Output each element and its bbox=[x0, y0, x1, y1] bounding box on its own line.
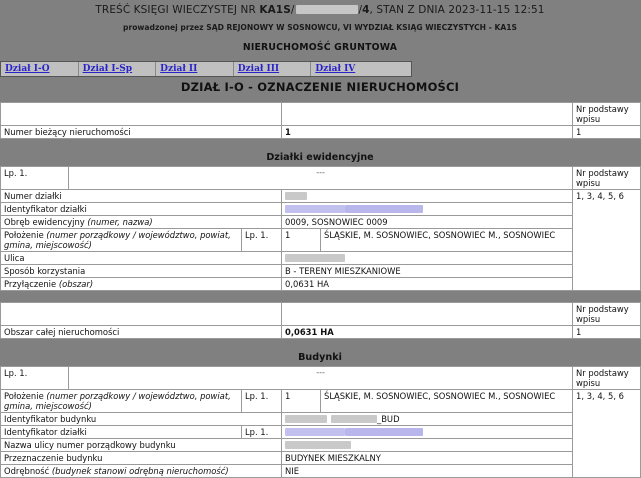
header-empty-left bbox=[1, 103, 282, 126]
tab-dzial-i-o[interactable] bbox=[1, 62, 79, 76]
spacer-band-3 bbox=[0, 291, 640, 302]
label-obreb-hint: (numer, nazwa) bbox=[87, 217, 153, 227]
tab-dzial-iii[interactable] bbox=[234, 62, 312, 76]
table-row bbox=[1, 413, 641, 426]
title-separator-1: / bbox=[290, 4, 295, 16]
value-odrebnosc: NIE bbox=[282, 465, 573, 478]
header-nr-podstawy-wpisu-budynki: Nr podstawy wpisu bbox=[573, 367, 641, 390]
label-obreb-ewidencyjny bbox=[1, 216, 282, 229]
value-obszar-calej-nieruchomosci: 0,0631 HA bbox=[282, 326, 573, 339]
label-przylaczenie-text: Przyłączenie bbox=[4, 279, 59, 289]
label-obszar-calej-nieruchomosci: Obszar całej nieruchomości bbox=[1, 326, 282, 339]
table-row bbox=[1, 229, 641, 252]
table-row-header bbox=[1, 367, 641, 390]
value-nr-podstawy: 1 bbox=[573, 126, 641, 139]
label-lp-dzialki: Lp. 1. bbox=[1, 167, 69, 190]
table-row bbox=[1, 126, 641, 139]
header-empty-mid-obszar bbox=[282, 303, 573, 326]
value-nazwa-ulicy-budynku bbox=[282, 439, 573, 452]
header-nr-podstawy-wpisu-dzialki: Nr podstawy wpisu bbox=[573, 167, 641, 190]
value-numer-dzialki bbox=[282, 190, 573, 203]
value-nr-podstawy-obszar: 1 bbox=[573, 326, 641, 339]
label-przylaczenie bbox=[1, 278, 282, 291]
section-heading: DZIAŁ I-O - OZNACZENIE NIERUCHOMOŚCI bbox=[180, 80, 460, 94]
spacer-band-1 bbox=[0, 95, 640, 102]
title-court-code: KA1S bbox=[259, 4, 291, 16]
tab-dzial-ii-link[interactable]: Dział II bbox=[160, 64, 198, 74]
value-przylaczenie: 0,0631 HA bbox=[282, 278, 573, 291]
table-row bbox=[1, 465, 641, 478]
header-empty-mid bbox=[282, 103, 573, 126]
label-nazwa-ulicy-budynku: Nazwa ulicy numer porządkowy budynku bbox=[1, 439, 282, 452]
label-lp-budynki: Lp. 1. bbox=[1, 367, 69, 390]
redaction-nazwa-ulicy-budynku bbox=[285, 441, 351, 449]
sub-lp-polozenie-dzialki: Lp. 1. bbox=[242, 229, 282, 252]
table-row-header bbox=[1, 303, 641, 326]
label-numer-biezacy: Numer bieżący nieruchomości bbox=[1, 126, 282, 139]
label-identyfikator-dzialki-budynki: Identyfikator działki bbox=[1, 426, 242, 439]
label-odrebnosc bbox=[1, 465, 282, 478]
redaction-identyfikator-dzialki-b bbox=[345, 205, 423, 213]
value-numer-biezacy: 1 bbox=[282, 126, 573, 139]
table-row-header bbox=[1, 103, 641, 126]
court-subtitle: prowadzonej przez SĄD REJONOWY W SOSNOWCU, VI WYDZIAŁ KSIĄG WIECZYSTYCH - KA1S bbox=[123, 23, 517, 32]
value-dash-dzialki: --- bbox=[69, 167, 573, 190]
tab-dzial-ii[interactable] bbox=[156, 62, 234, 76]
value-polozenie-dzialki: ŚLĄSKIE, M. SOSNOWIEC, SOSNOWIEC M., SOSNOWIEC bbox=[321, 229, 573, 252]
value-obreb-ewidencyjny: 0009, SOSNOWIEC 0009 bbox=[282, 216, 573, 229]
label-polozenie-text: Położenie bbox=[4, 230, 47, 240]
table-row bbox=[1, 326, 641, 339]
label-identyfikator-dzialki: Identyfikator działki bbox=[1, 203, 282, 216]
subsection-heading-dzialki: Działki ewidencyjne bbox=[0, 150, 640, 166]
redaction-identyfikator-budynku-b bbox=[331, 415, 377, 423]
table-row bbox=[1, 452, 641, 465]
table-obszar-calej-nieruchomosci bbox=[0, 302, 641, 339]
spacer-band-4 bbox=[0, 339, 640, 350]
title-suffix: , STAN Z DNIA 2023-11-15 12:51 bbox=[369, 4, 545, 16]
sub-no-polozenie-dzialki: 1 bbox=[282, 229, 321, 252]
value-identyfikator-dzialki-budynki bbox=[282, 426, 573, 439]
sub-lp-identyfikator-dzialki-budynki: Lp. 1. bbox=[242, 426, 282, 439]
title-separator-2: / bbox=[358, 4, 363, 16]
title-prefix: TREŚĆ KSIĘGI WIECZYSTEJ NR bbox=[95, 4, 260, 16]
label-przylaczenie-hint: (obszar) bbox=[58, 279, 94, 289]
redaction-identyfikator-dzialki-budynki-a bbox=[285, 428, 345, 436]
table-row bbox=[1, 190, 641, 203]
label-przeznaczenie-budynku: Przeznaczenie budynku bbox=[1, 452, 282, 465]
spacer-band-2 bbox=[0, 139, 640, 150]
value-nr-podstawy-budynki: 1, 3, 4, 5, 6 bbox=[573, 390, 641, 478]
sub-lp-polozenie-budynku: Lp. 1. bbox=[242, 390, 282, 413]
tab-dzial-iv-link[interactable]: Dział IV bbox=[315, 64, 356, 74]
table-row-header bbox=[1, 167, 641, 190]
label-odrebnosc-hint: (budynek stanowi odrębną nieruchomość) bbox=[51, 466, 229, 476]
value-sposob-korzystania: B - TERENY MIESZKANIOWE bbox=[282, 265, 573, 278]
tab-dzial-iv[interactable] bbox=[311, 62, 411, 76]
title-volume: 4 bbox=[362, 4, 370, 16]
label-polozenie-budynku bbox=[1, 390, 242, 413]
document-title-line bbox=[0, 3, 640, 18]
table-row bbox=[1, 426, 641, 439]
table-numer-biezacy bbox=[0, 102, 641, 139]
redaction-numer-dzialki bbox=[285, 192, 307, 200]
value-dash-budynki: --- bbox=[69, 367, 573, 390]
table-row bbox=[1, 203, 641, 216]
redaction-identyfikator-budynku-a bbox=[285, 415, 327, 423]
table-budynki bbox=[0, 366, 641, 478]
table-row bbox=[1, 439, 641, 452]
value-ulica bbox=[282, 252, 573, 265]
tab-dzial-i-sp-link[interactable]: Dział I-Sp bbox=[82, 64, 133, 74]
redacted-kw-number bbox=[296, 5, 358, 14]
table-dzialki-ewidencyjne bbox=[0, 166, 641, 291]
document-header bbox=[0, 0, 640, 55]
tab-dzial-i-sp[interactable] bbox=[79, 62, 157, 76]
section-tabbar[interactable] bbox=[0, 61, 412, 77]
value-przeznaczenie-budynku: BUDYNEK MIESZKALNY bbox=[282, 452, 573, 465]
value-identyfikator-dzialki bbox=[282, 203, 573, 216]
value-polozenie-budynku: ŚLĄSKIE, M. SOSNOWIEC, SOSNOWIEC M., SOSNOWIEC bbox=[321, 390, 573, 413]
label-polozenie-dzialki bbox=[1, 229, 242, 252]
tab-dzial-iii-link[interactable]: Dział III bbox=[237, 64, 280, 74]
property-type-heading: NIERUCHOMOŚĆ GRUNTOWA bbox=[242, 42, 398, 53]
sub-no-polozenie-budynku: 1 bbox=[282, 390, 321, 413]
value-nr-podstawy-dzialki: 1, 3, 4, 5, 6 bbox=[573, 190, 641, 291]
tab-dzial-i-o-link[interactable]: Dział I-O bbox=[5, 64, 50, 74]
label-polozenie-budynku-text: Położenie bbox=[4, 391, 47, 401]
header-empty-left-obszar bbox=[1, 303, 282, 326]
label-sposob-korzystania: Sposób korzystania bbox=[1, 265, 282, 278]
table-row bbox=[1, 278, 641, 291]
table-row bbox=[1, 216, 641, 229]
value-identyfikator-budynku bbox=[282, 413, 573, 426]
table-row bbox=[1, 252, 641, 265]
redaction-identyfikator-dzialki-a bbox=[285, 205, 345, 213]
label-numer-dzialki: Numer działki bbox=[1, 190, 282, 203]
label-identyfikator-budynku: Identyfikator budynku bbox=[1, 413, 282, 426]
table-row bbox=[1, 265, 641, 278]
label-polozenie-budynku-hint: (numer porządkowy / województwo, powiat, gmina, miejscowość) bbox=[4, 391, 231, 411]
value-identyfikator-budynku-suffix: _BUD bbox=[377, 414, 400, 424]
label-odrebnosc-text: Odrębność bbox=[4, 466, 52, 476]
header-nr-podstawy-wpisu-obszar: Nr podstawy wpisu bbox=[573, 303, 641, 326]
label-polozenie-hint: (numer porządkowy / województwo, powiat, gmina, miejscowość) bbox=[4, 230, 231, 250]
label-ulica: Ulica bbox=[1, 252, 282, 265]
header-nr-podstawy-wpisu: Nr podstawy wpisu bbox=[573, 103, 641, 126]
redaction-ulica bbox=[285, 254, 345, 262]
redaction-identyfikator-dzialki-budynki-b bbox=[345, 428, 423, 436]
subsection-heading-budynki: Budynki bbox=[0, 350, 640, 366]
table-row bbox=[1, 390, 641, 413]
label-obreb-text: Obręb ewidencyjny bbox=[4, 217, 88, 227]
